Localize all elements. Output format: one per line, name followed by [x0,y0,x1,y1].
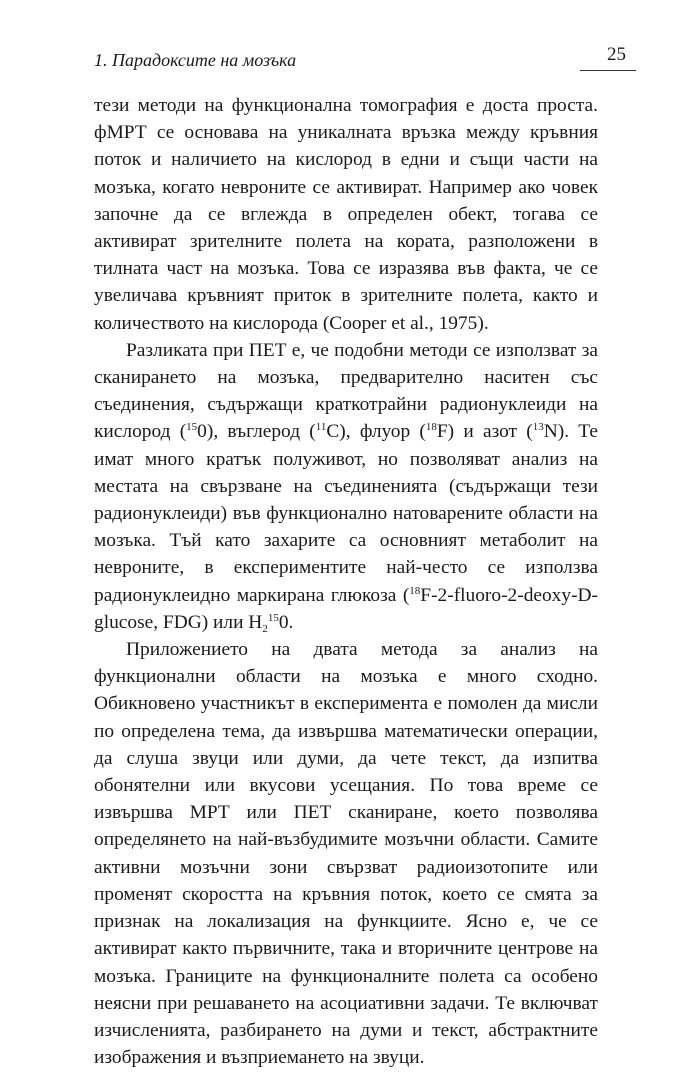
paragraph-2-text: Разликата при ПЕТ е, че подобни методи се използват за сканирането на мозъка, предварително наситен със съединения, съдържащи краткотрайни радионуклеиди на кислород ( [94,339,598,443]
paragraph-2 [94,337,598,636]
paragraph-2-text: 0), въглерод ( [197,421,316,443]
paragraph-3: Приложението на двата метода за анализ на функционални области на мозъка е много сходно. Обикновено участникът в експеримента е помолен да мисли по определена тема, да извършва математически операции, да слуша звуци или думи, да чете текст, да изпитва обонятелни или вкусови усещания. По това време се извършва МРТ или ПЕТ сканиране, което позволява определянето на най-възбудимите мозъчни области. Самите активни мозъчни зони свързват радиоизотопите или променят скоростта на кръвния поток, което се смята за признак на локализация на функциите. Ясно е, че се активират както първичните, така и вторичните центрове на мозъка. Границите на функционалните полета са особено неясни при решаването на асоциативни задачи. Те включват изчисленията, разбирането на думи и текст, абстрактните изображения и възприемането на звуци. [94,639,598,1069]
paragraph-2-text: F-2-fluoro-2-deoxy-D-glucose, FDG) или H [94,584,598,633]
superscript: 18 [425,421,437,434]
superscript: 15 [186,421,198,434]
paragraph-2-text: C), флуор ( [326,421,426,443]
superscript: 15 [267,611,279,624]
body-text [94,92,598,1071]
paragraph-2-text: N). Те имат много кратък полуживот, но позволяват анализ на местата на свързване на съединенията (съдържащи тези радионуклеиди) във функционално натоварените области на мозъка. Тъй като захарите са основният метаболит на невроните, в експериментите най-често се използва радионуклеидно маркирана глюкоза ( [94,421,598,606]
header-rule [580,70,636,71]
subscript: 2 [262,622,268,635]
running-header: 1. Парадоксите на мозъка [94,50,297,70]
superscript: 11 [315,421,327,434]
superscript: 13 [532,421,544,434]
paragraph-2-text: F) и азот ( [436,421,533,443]
page-number: 25 [607,44,626,65]
paragraph-2-text: 0. [278,611,294,633]
superscript: 18 [409,584,421,597]
paragraph-1: тези методи на функционална томография е доста проста. фМРТ се основава на уникалната връзка между кръвния поток и наличието на кислород в едни и същи части на мозъка, когато невроните се активират. Например ако човек започне да се вглежда в определен обект, тогава се активират зрителните полета на кората, разположени в тилната част на мозъка. Това се изразява във факта, че се увеличава кръвният приток в зрителните полета, както и количеството на кислорода (Cooper et al., 1975). [94,95,598,334]
